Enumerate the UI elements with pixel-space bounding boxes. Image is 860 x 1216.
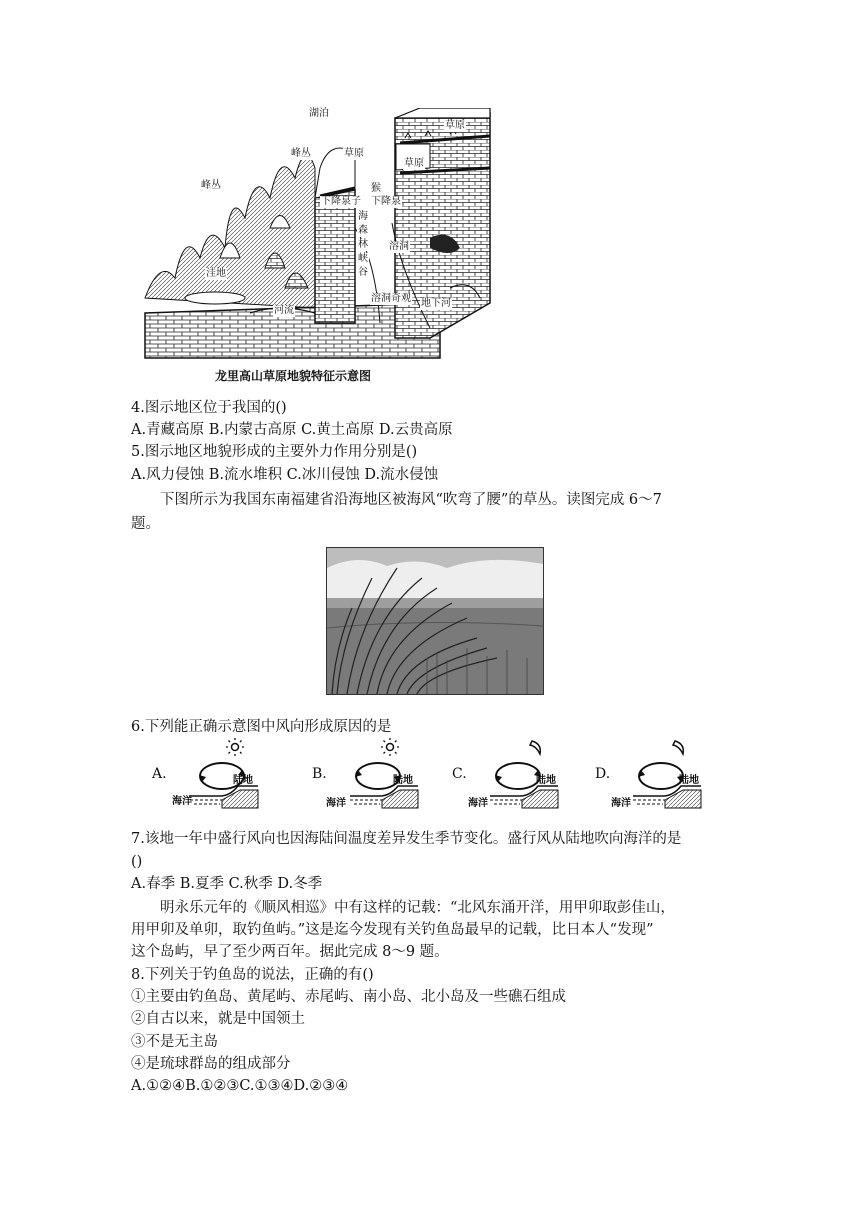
q7-stem-line2: () [131, 854, 143, 870]
q8-stem: 8.下列关于钓鱼岛的说法，正确的有() [131, 967, 374, 983]
label-gorge-5: 谷 [358, 267, 368, 278]
q6-option-a-letter: A. [152, 766, 167, 782]
label-peak-cluster-top: 峰丛 [291, 148, 311, 159]
q8-statement-2: ②自古以来，就是中国领土 [131, 1011, 305, 1027]
q7-stem-line1: 7.该地一年中盛行风向也因海陆间温度差异发生季节变化。盛行风从陆地吹向海洋的是 [131, 831, 682, 847]
label-cave-wonder: 溶洞奇观 [371, 293, 411, 304]
q6-option-d-ocean-label: 海洋 [611, 798, 631, 809]
q6-option-b[interactable] [310, 738, 440, 810]
label-underground-river: 地下河 [421, 298, 451, 309]
label-cave: 溶洞 [389, 241, 409, 252]
label-gorge-4: 峡 [358, 253, 368, 264]
label-descending-spring-right: 下降泉 [371, 196, 401, 207]
q6-option-a-land-label: 陆地 [233, 775, 253, 786]
q4-options: A.青藏高原 B.内蒙古高原 C.黄土高原 D.云贵高原 [131, 422, 453, 438]
intro-8-9-line3: 这个岛屿，早了至少两百年。据此完成 8～9 题。 [131, 944, 449, 960]
q6-option-b-letter: B. [312, 766, 327, 782]
q5-stem: 5.图示地区地貌形成的主要外力作用分别是() [131, 444, 418, 460]
label-lake: 湖泊 [309, 108, 329, 119]
label-river: 河流 [274, 305, 294, 316]
intro-6-7-line1: 下图所示为我国东南福建省沿海地区被海风“吹弯了腰”的草丛。读图完成 6～7 [160, 492, 662, 508]
q8-statement-4: ④是琉球群岛的组成部分 [131, 1056, 291, 1072]
q6-option-c-land-label: 陆地 [536, 775, 556, 786]
grass-photo [326, 547, 544, 695]
intro-8-9-line1: 明永乐元年的《顺风相巡》中有这样的记载：“北风东涌开洋，用甲卯取彭佳山， [160, 900, 675, 916]
q6-option-a-ocean-label: 海洋 [172, 796, 192, 807]
q6-option-d[interactable] [593, 738, 723, 810]
moon-icon [530, 741, 540, 754]
q6-stem: 6.下列能正确示意图中风向形成原因的是 [131, 719, 392, 735]
intro-6-7-line2: 题。 [131, 516, 160, 532]
q6-option-b-ocean-label: 海洋 [326, 798, 346, 809]
q7-options: A.春季 B.夏季 C.秋季 D.冬季 [131, 876, 323, 892]
label-depression: 洼地 [206, 268, 226, 279]
q6-option-c[interactable] [450, 738, 580, 810]
label-grassland-top: 草原 [445, 120, 465, 131]
q6-option-d-letter: D. [595, 766, 611, 782]
q8-statement-1: ①主要由钓鱼岛、黄尾屿、赤尾屿、南小岛、北小岛及一些礁石组成 [131, 989, 566, 1005]
grass-photo-drawing [327, 548, 543, 694]
label-gorge-2: 森 [358, 225, 368, 236]
karst-landform-diagram [130, 108, 500, 393]
q4-stem: 4.图示地区位于我国的() [131, 400, 287, 416]
q8-options: A.①②④B.①②③C.①③④D.②③④ [131, 1078, 349, 1094]
q6-option-d-land-label: 陆地 [679, 775, 699, 786]
label-grassland-right: 草原 [404, 158, 424, 169]
label-monkey: 猴 [371, 183, 381, 194]
karst-diagram-drawing [130, 108, 500, 393]
figure-caption: 龙里高山草原地貌特征示意图 [215, 369, 372, 383]
moon-icon [673, 741, 683, 754]
q6-option-c-ocean-label: 海洋 [468, 798, 488, 809]
q8-statement-3: ③不是无主岛 [131, 1034, 218, 1050]
label-gorge-1: 海 [358, 211, 368, 222]
label-peak-cluster-left: 峰丛 [201, 180, 221, 191]
label-gorge-3: 林 [358, 239, 368, 250]
label-grassland-middle: 草原 [344, 148, 364, 159]
q6-option-a-diagram [150, 738, 280, 810]
intro-8-9-line2: 用甲卯及单卯，取钓鱼屿。”这是迄今发现有关钓鱼岛最早的记载，比日本人“发现” [131, 922, 654, 938]
q6-option-c-letter: C. [452, 766, 467, 782]
sun-icon [381, 738, 399, 756]
q5-options: A.风力侵蚀 B.流水堆积 C.冰川侵蚀 D.流水侵蚀 [131, 467, 439, 483]
q6-option-a[interactable] [150, 738, 280, 810]
sun-icon [226, 738, 244, 756]
q6-option-b-land-label: 陆地 [393, 775, 413, 786]
label-descending-spring-left: 下降泉子 [321, 196, 361, 207]
